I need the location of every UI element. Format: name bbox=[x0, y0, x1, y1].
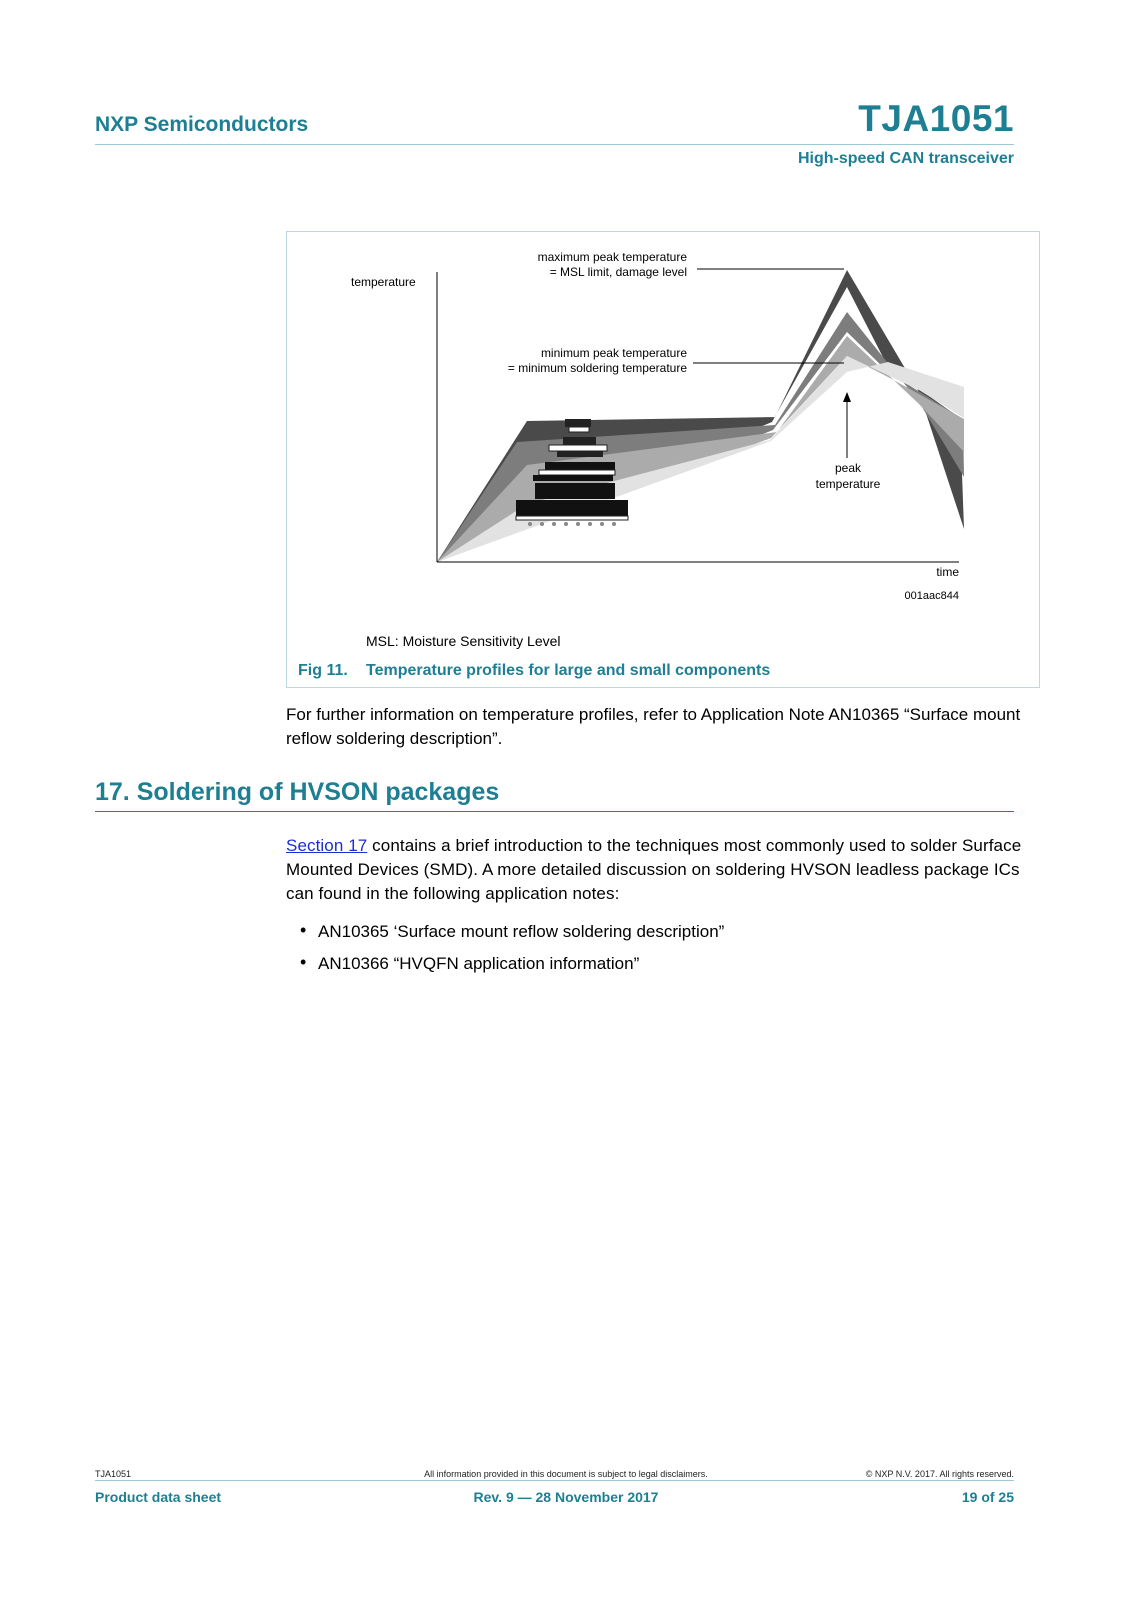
list-item bbox=[300, 922, 724, 954]
temperature-profile-diagram bbox=[287, 232, 1039, 687]
y-axis-label: temperature bbox=[351, 275, 416, 289]
peak-arrow-icon bbox=[843, 392, 851, 402]
figure-number: Fig 11. bbox=[298, 662, 348, 679]
reference-paragraph: For further information on temperature profiles, refer to Application Note AN10365 “Surface mount reflow soldering description”. bbox=[286, 705, 1021, 748]
min-peak-label-2: = minimum soldering temperature bbox=[507, 361, 687, 375]
application-notes-list bbox=[300, 922, 724, 986]
max-peak-label-1: maximum peak temperature bbox=[537, 250, 687, 264]
max-peak-label-2: = MSL limit, damage level bbox=[549, 265, 687, 279]
list-item-text: AN10366 “HVQFN application information” bbox=[318, 954, 640, 973]
footer-divider bbox=[95, 1480, 1014, 1481]
bullet-dot-icon: • bbox=[300, 952, 307, 972]
footer-doc-id: TJA1051 bbox=[95, 1469, 132, 1479]
product-title: TJA1051 bbox=[858, 98, 1014, 139]
section-divider bbox=[95, 811, 1014, 812]
footer-disclaimer: All information provided in this document is subject to legal disclaimers. bbox=[424, 1469, 708, 1479]
figure-box bbox=[286, 231, 1040, 688]
section-intro-paragraph bbox=[286, 834, 1046, 906]
product-subtitle: High-speed CAN transceiver bbox=[797, 150, 1014, 167]
footer-revision: Rev. 9 — 28 November 2017 bbox=[473, 1489, 659, 1505]
section-17-link[interactable]: Section 17 bbox=[286, 836, 368, 855]
figure-caption bbox=[298, 662, 770, 680]
section-heading: 17. Soldering of HVSON packages bbox=[95, 778, 500, 806]
figure-code: 001aac844 bbox=[904, 590, 959, 602]
bullet-dot-icon: • bbox=[300, 920, 307, 940]
footer-page-number: 19 of 25 bbox=[961, 1489, 1014, 1505]
min-peak-label-1: minimum peak temperature bbox=[540, 346, 687, 360]
peak-label-2: temperature bbox=[815, 477, 881, 491]
list-item-text: AN10365 ‘Surface mount reflow soldering description” bbox=[318, 922, 725, 941]
x-axis-label: time bbox=[936, 565, 959, 579]
footer-copyright: © NXP N.V. 2017. All rights reserved. bbox=[865, 1469, 1014, 1479]
company-name: NXP Semiconductors bbox=[95, 113, 309, 136]
section-intro-text: contains a brief introduction to the techniques most commonly used to solder Surface Mounted Devices (SMD). A more detailed discussion on soldering HVSON leadless package ICs can found in the following application notes: bbox=[286, 836, 1022, 903]
list-item bbox=[300, 954, 724, 986]
figure-caption-text: Temperature profiles for large and small components bbox=[366, 662, 771, 679]
footer-doc-type: Product data sheet bbox=[95, 1489, 222, 1505]
figure-note: MSL: Moisture Sensitivity Level bbox=[366, 633, 561, 649]
header-divider bbox=[95, 144, 1014, 145]
peak-label-1: peak bbox=[834, 461, 862, 475]
